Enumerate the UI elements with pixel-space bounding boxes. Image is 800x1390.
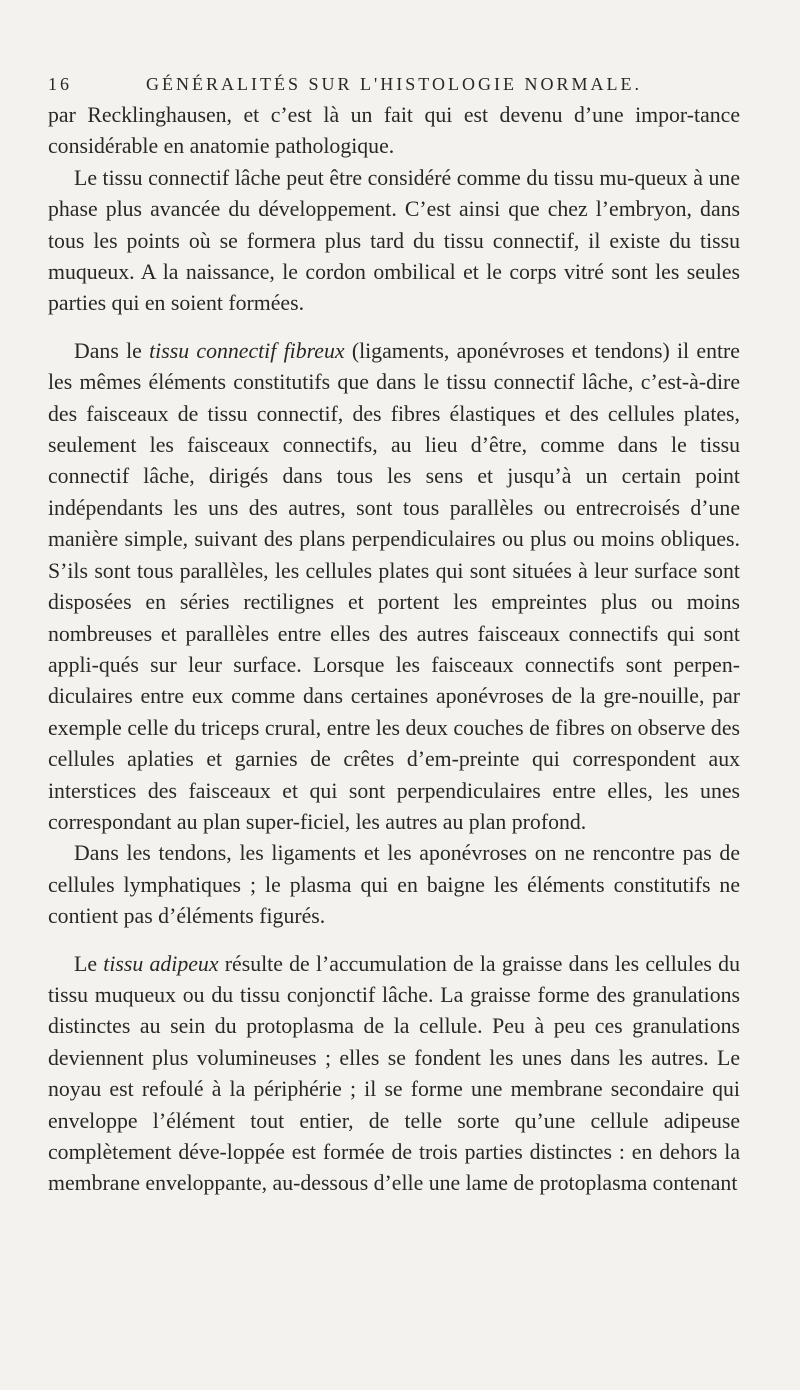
paragraph-text: Dans les tendons, les ligaments et les aponévroses on ne rencontre pas de cellules lymphatiques ; le plasma qui en baigne les éléments constitutifs ne contient pas d’éléments figurés. [48, 841, 740, 929]
italic-term: tissu connectif fibreux [149, 338, 345, 363]
paragraph-text: (ligaments, aponévroses et tendons) il entre les mêmes éléments constitutifs que dans le tissu connectif lâche, c’est-à-dire des faisceaux de tissu connectif, des fibres élastiques et des cellules plates, seulement les faisceaux connectifs, au lieu d’être, comme dans le tissu connectif lâche, dirigés dans tous les sens et jusqu’à un certain point indépendants les uns des autres, sont tous parallèles ou entrecroisés d’une manière simple, suivant des plans perpendiculaires ou plus ou moins obliques. S’ils sont tous parallèles, les cellules plates qui sont situées à leur surface sont disposées en séries rectilignes et portent les empreintes plus ou moins nombreuses et parallèles entre elles des autres faisceaux connectifs qui sont appli-qués sur leur surface. Lorsque les faisceaux connectifs sont perpen-diculaires entre eux comme dans certaines aponévroses de la gre-nouille, par exemple celle du triceps crural, entre les deux couches de fibres on observe des cellules aplaties et garnies de crêtes d’em-preinte qui correspondent aux interstices des faisceaux et qui sont perpendiculaires entre elles, les unes correspondant au plan super-ficiel, les autres au plan profond. [48, 338, 740, 834]
paragraph-text: par Recklinghausen, et c’est là un fait qui est devenu d’une impor-tance considérable en anatomie pathologique. [48, 103, 740, 159]
paragraph-fibrous-connective-tissue [48, 336, 740, 839]
paragraph-text: Le tissu connectif lâche peut être considéré comme du tissu mu-queux à une phase plus avancée du développement. C’est ainsi que chez l’embryon, dans tous les points où se formera plus tard du tissu connectif, il existe du tissu muqueux. A la naissance, le cordon ombilical et le corps vitré sont les seules parties qui en soient formées. [48, 165, 740, 316]
paragraph-text: Le [74, 951, 104, 976]
page-number: 16 [48, 74, 72, 94]
paragraph-text: Dans le [74, 338, 150, 363]
running-head [48, 74, 740, 100]
paragraph-text: résulte de l’accumulation de la graisse dans les cellules du tissu muqueux ou du tissu conjonctif lâche. La graisse forme des granulations distinctes au sein du protoplasma de la cellule. Peu à peu ces granulations deviennent plus volumineuses ; elles se fondent les unes dans les autres. Le noyau est refoulé à la périphérie ; il se forme une membrane secondaire qui enveloppe l’élément tout entier, de telle sorte qu’une cellule adipeuse complètement déve-loppée est formée de trois parties distinctes : en dehors la membrane enveloppante, au-dessous d’elle une lame de protoplasma contenant [48, 951, 740, 1196]
paragraph-continuation [48, 100, 740, 163]
paragraph-loose-connective-tissue [48, 163, 740, 320]
italic-term: tissu adipeux [103, 951, 219, 976]
body-text [48, 100, 740, 1200]
paragraph-tendons [48, 838, 740, 932]
paragraph-adipose-tissue [48, 949, 740, 1200]
running-title: GÉNÉRALITÉS SUR L'HISTOLOGIE NORMALE. [146, 74, 642, 94]
